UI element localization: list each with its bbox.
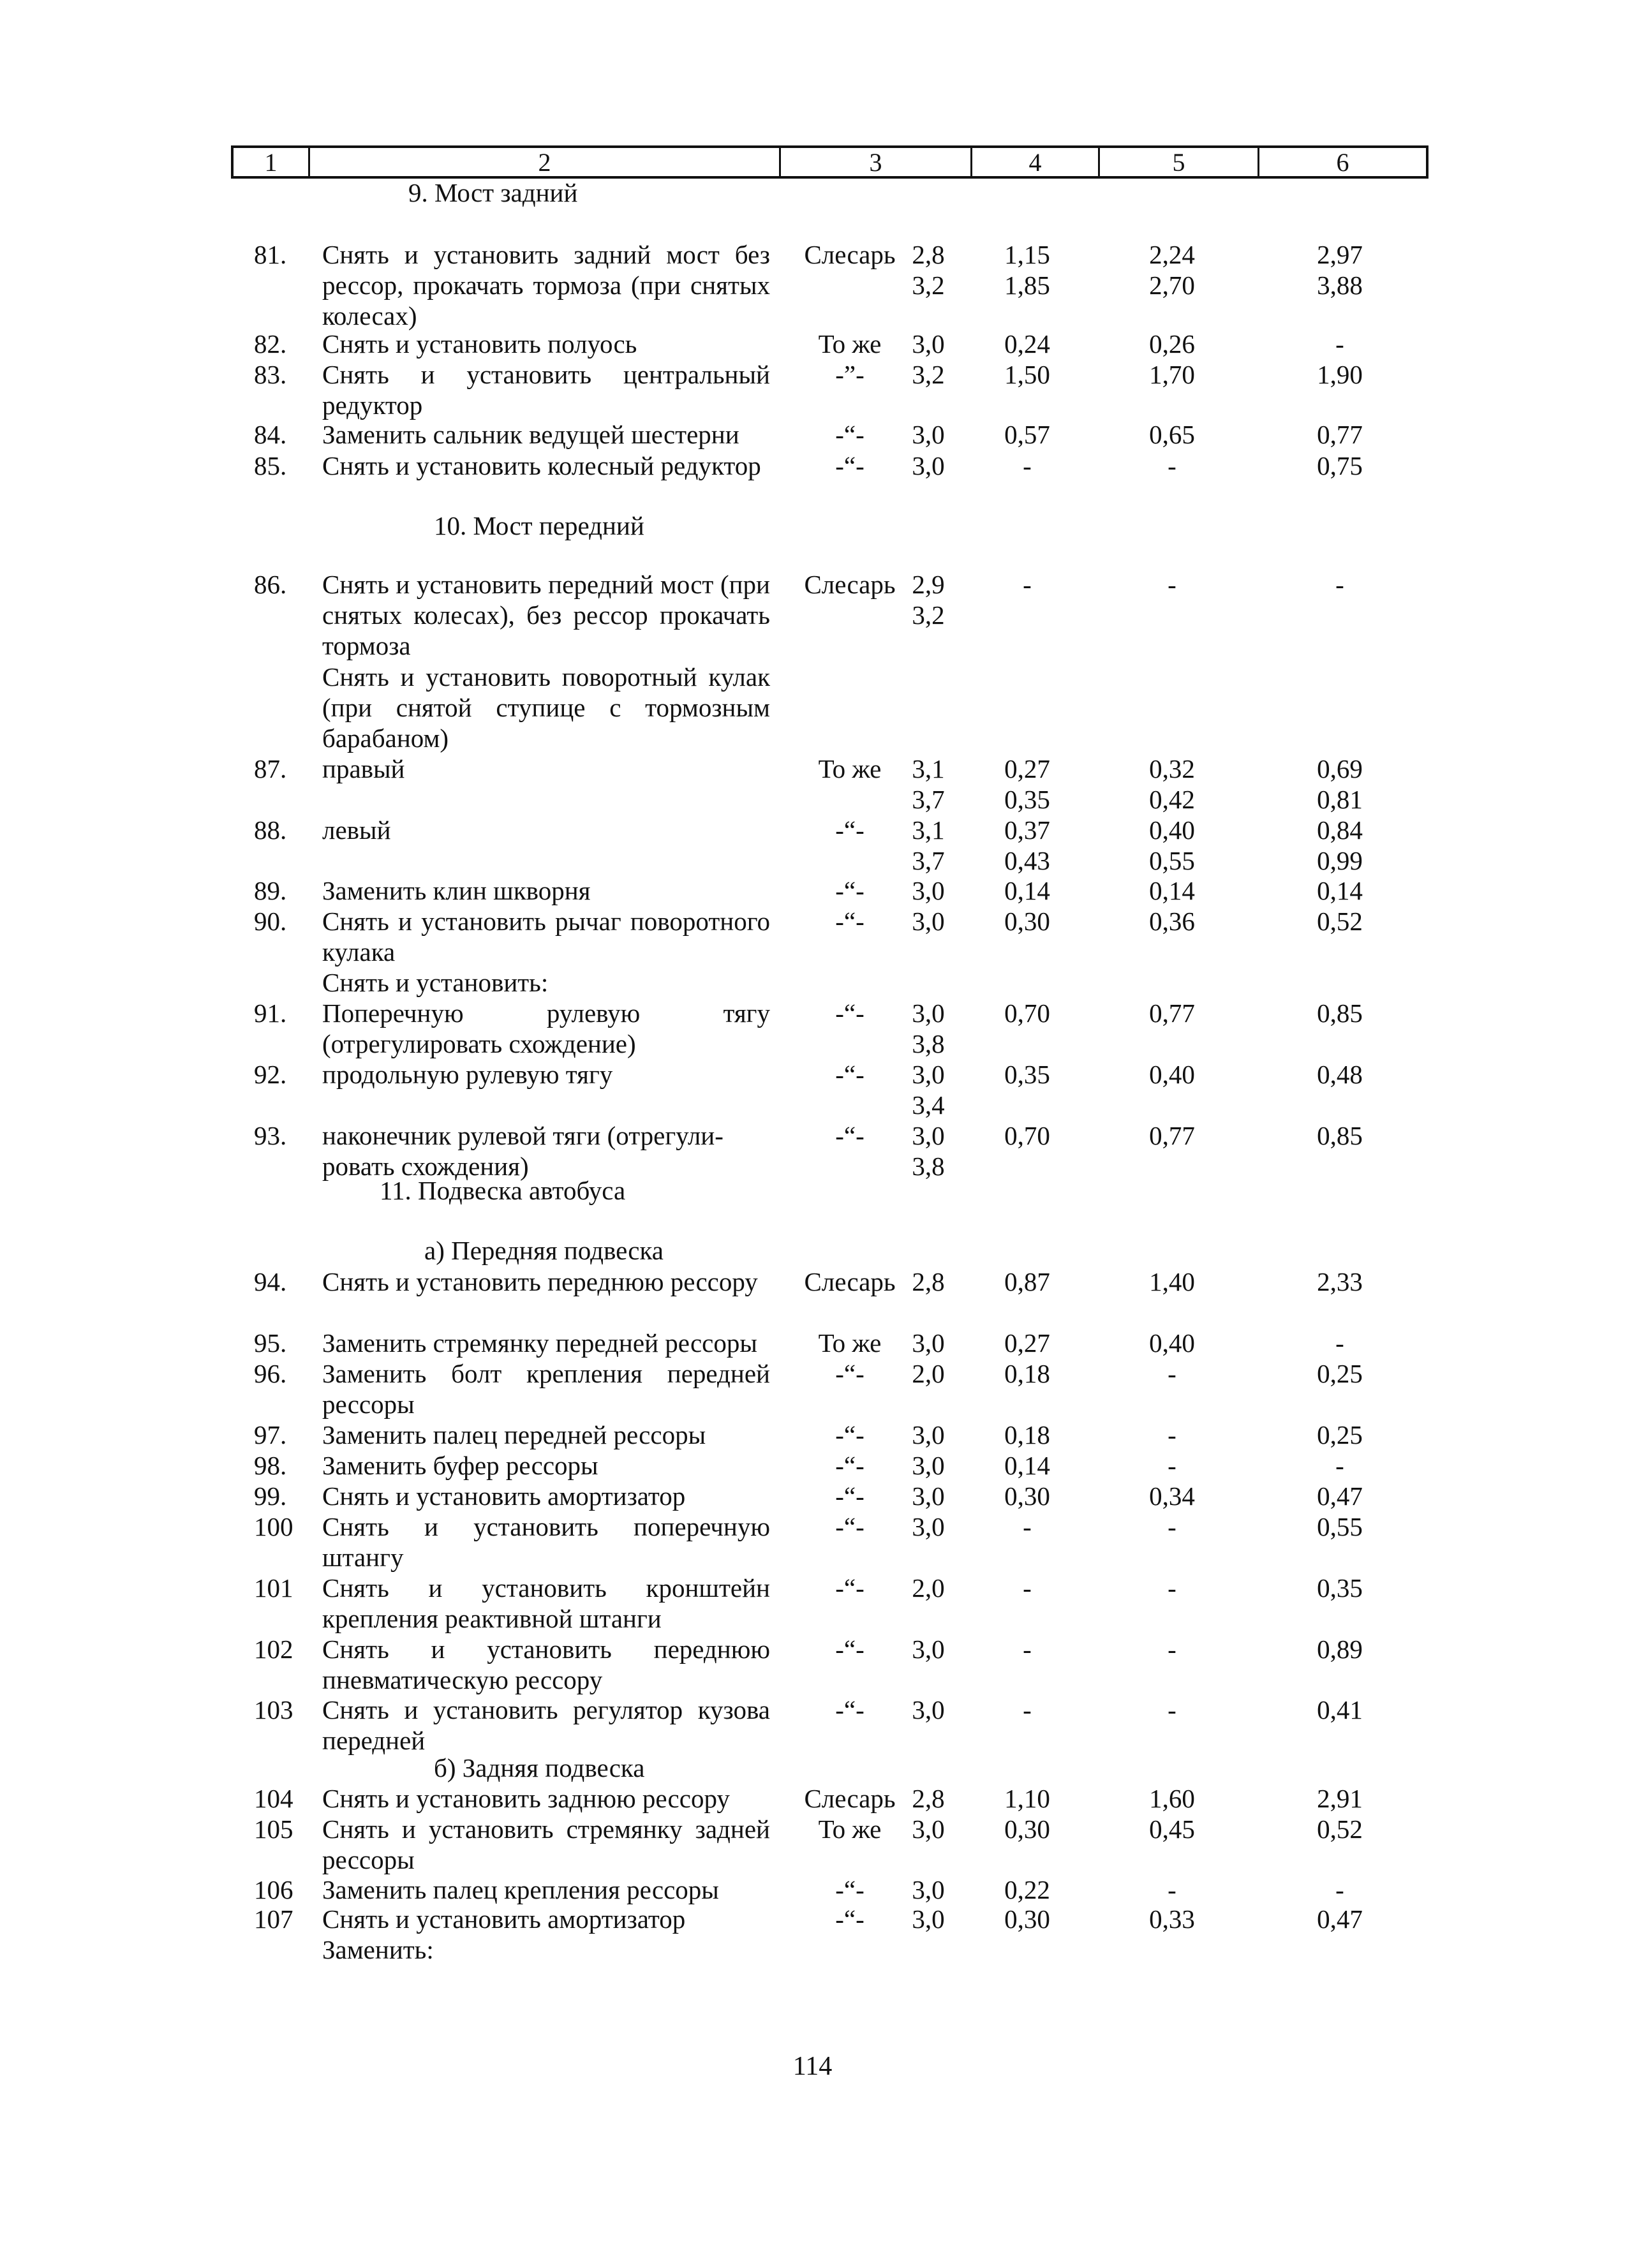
- row-value-6: 0,47: [1317, 1481, 1363, 1511]
- row-value-4: -: [1023, 570, 1032, 599]
- row-value-4: 1,10: [1004, 1784, 1050, 1813]
- row-number: 101: [254, 1573, 293, 1603]
- row-description: Снять и установить амортизатор: [322, 1481, 686, 1511]
- row-description: Снять и установить поперечную штангу: [322, 1512, 770, 1572]
- row-value-5: 0,77: [1149, 998, 1195, 1028]
- row-number: 81.: [254, 240, 287, 269]
- row-value-5: 0,40: [1149, 1060, 1195, 1089]
- subsection-title: а) Передняя подвеска: [424, 1236, 664, 1265]
- row-value-4: 0,57: [1004, 420, 1050, 449]
- row-description: Заменить стремянку передней рессоры: [322, 1328, 757, 1358]
- row-number: 98.: [254, 1451, 287, 1480]
- row-description: Заменить клин шкворня: [322, 876, 591, 905]
- row-value-6: 0,52: [1317, 1814, 1363, 1844]
- row-value-5: 0,32 0,42: [1149, 754, 1195, 814]
- row-value-4: 0,30: [1004, 1904, 1050, 1934]
- row-number: 85.: [254, 451, 287, 480]
- row-value-4: -: [1023, 451, 1032, 480]
- row-grade: 3,0: [912, 1875, 945, 1904]
- row-performer: -“-: [835, 1060, 864, 1089]
- row-performer: -“-: [835, 815, 864, 845]
- row-value-5: -: [1168, 1359, 1176, 1388]
- row-number: 106: [254, 1875, 293, 1904]
- row-value-5: 1,40: [1149, 1267, 1195, 1296]
- row-value-6: 0,84 0,99: [1317, 815, 1363, 875]
- row-grade: 2,0: [912, 1359, 945, 1388]
- row-performer: Слесарь: [804, 1784, 896, 1813]
- row-value-4: 0,87: [1004, 1267, 1050, 1296]
- row-value-5: 0,40 0,55: [1149, 815, 1195, 875]
- row-value-5: 0,45: [1149, 1814, 1195, 1844]
- column-header-row: [231, 145, 1428, 179]
- row-number: 84.: [254, 420, 287, 449]
- row-number: 102: [254, 1634, 293, 1664]
- column-header-5: 5: [1100, 148, 1259, 176]
- row-value-6: 0,35: [1317, 1573, 1363, 1603]
- row-value-4: 0,22: [1004, 1875, 1050, 1904]
- row-grade: 3,0: [912, 1814, 945, 1844]
- row-description: Снять и установить регулятор кузова передней: [322, 1695, 770, 1755]
- row-number: 94.: [254, 1267, 287, 1296]
- row-performer: Слесарь: [804, 1267, 896, 1296]
- row-grade: 3,0: [912, 876, 945, 905]
- row-value-5: 0,26: [1149, 329, 1195, 359]
- row-value-4: -: [1023, 1695, 1032, 1724]
- row-value-5: -: [1168, 1512, 1176, 1541]
- row-value-4: 0,30: [1004, 1481, 1050, 1511]
- row-performer: -”-: [835, 360, 864, 389]
- row-grade: 2,8 3,2: [912, 240, 945, 300]
- row-value-4: 0,37 0,43: [1004, 815, 1050, 875]
- row-description: правый: [322, 754, 405, 783]
- row-value-6: 0,85: [1317, 1121, 1363, 1150]
- row-value-6: 2,91: [1317, 1784, 1363, 1813]
- row-value-5: 0,14: [1149, 876, 1195, 905]
- row-grade: 3,0 3,4: [912, 1060, 945, 1120]
- row-value-4: -: [1023, 1634, 1032, 1664]
- row-description: Снять и установить поворотный кулак (при снятой ступице с тормозным барабаном): [322, 662, 770, 753]
- row-grade: 3,0: [912, 1634, 945, 1664]
- row-number: 103: [254, 1695, 293, 1724]
- row-value-6: 0,85: [1317, 998, 1363, 1028]
- row-performer: -“-: [835, 1359, 864, 1388]
- row-performer: -“-: [835, 1512, 864, 1541]
- row-value-5: 2,24 2,70: [1149, 240, 1195, 300]
- row-description: Заменить палец передней рессоры: [322, 1420, 706, 1449]
- row-number: 93.: [254, 1121, 287, 1150]
- row-value-6: -: [1335, 1875, 1344, 1904]
- row-description: Снять и установить рычаг поворотного кулака: [322, 907, 770, 967]
- row-value-6: 2,97 3,88: [1317, 240, 1363, 300]
- row-value-4: 0,30: [1004, 907, 1050, 936]
- row-grade: 3,0: [912, 1904, 945, 1934]
- row-value-6: 2,33: [1317, 1267, 1363, 1296]
- row-description: Снять и установить переднюю пневматическую рессору: [322, 1634, 770, 1694]
- row-performer: То же: [818, 1328, 882, 1358]
- row-performer: Слесарь: [804, 570, 896, 599]
- row-number: 100: [254, 1512, 293, 1541]
- row-description: Снять и установить:: [322, 968, 549, 997]
- column-header-1: 1: [234, 148, 310, 176]
- row-value-4: 1,15 1,85: [1004, 240, 1050, 300]
- row-performer: -“-: [835, 1451, 864, 1480]
- row-description: Заменить сальник ведущей шестерни: [322, 420, 739, 449]
- row-performer: Слесарь: [804, 240, 896, 269]
- row-description: Заменить:: [322, 1935, 434, 1964]
- row-description: Снять и установить полуось: [322, 329, 637, 359]
- row-performer: -“-: [835, 876, 864, 905]
- row-value-5: -: [1168, 1695, 1176, 1724]
- row-number: 88.: [254, 815, 287, 845]
- row-value-4: 0,27: [1004, 1328, 1050, 1358]
- row-number: 90.: [254, 907, 287, 936]
- row-grade: 2,8: [912, 1784, 945, 1813]
- row-description: Снять и установить кронштейн крепления реактивной штанги: [322, 1573, 770, 1633]
- row-value-6: 0,89: [1317, 1634, 1363, 1664]
- row-value-5: -: [1168, 1420, 1176, 1449]
- row-description: Заменить болт крепления передней рессоры: [322, 1359, 770, 1419]
- row-number: 95.: [254, 1328, 287, 1358]
- row-grade: 3,0: [912, 1695, 945, 1724]
- row-value-4: 0,18: [1004, 1359, 1050, 1388]
- row-grade: 3,1 3,7: [912, 815, 945, 875]
- row-value-6: 0,69 0,81: [1317, 754, 1363, 814]
- row-grade: 2,8: [912, 1267, 945, 1296]
- row-value-4: 0,24: [1004, 329, 1050, 359]
- row-grade: 3,0: [912, 1420, 945, 1449]
- row-number: 91.: [254, 998, 287, 1028]
- row-value-5: 0,34: [1149, 1481, 1195, 1511]
- row-performer: -“-: [835, 1695, 864, 1724]
- row-value-5: -: [1168, 1634, 1176, 1664]
- row-description: Поперечную рулевую тягу (отрегулировать схождение): [322, 998, 770, 1058]
- row-number: 96.: [254, 1359, 287, 1388]
- row-grade: 3,0: [912, 1481, 945, 1511]
- row-value-5: -: [1168, 1573, 1176, 1603]
- row-performer: -“-: [835, 420, 864, 449]
- row-value-6: 0,47: [1317, 1904, 1363, 1934]
- row-grade: 3,0: [912, 1328, 945, 1358]
- row-grade: 3,2: [912, 360, 945, 389]
- section-title: 9. Мост задний: [408, 178, 578, 207]
- row-grade: 3,0: [912, 1451, 945, 1480]
- row-value-4: 0,18: [1004, 1420, 1050, 1449]
- row-description: наконечник рулевой тяги (отрегули- ровать схождения): [322, 1121, 723, 1181]
- row-value-5: -: [1168, 570, 1176, 599]
- row-performer: -“-: [835, 1481, 864, 1511]
- row-description: Снять и установить амортизатор: [322, 1904, 686, 1934]
- row-number: 86.: [254, 570, 287, 599]
- row-performer: -“-: [835, 1634, 864, 1664]
- section-title: 10. Мост передний: [434, 511, 644, 540]
- row-description: Снять и установить переднюю рессору: [322, 1267, 758, 1296]
- row-grade: 3,0: [912, 451, 945, 480]
- row-value-4: 0,70: [1004, 998, 1050, 1028]
- row-value-4: -: [1023, 1573, 1032, 1603]
- row-grade: 2,9 3,2: [912, 570, 945, 630]
- row-performer: -“-: [835, 1904, 864, 1934]
- row-value-5: -: [1168, 451, 1176, 480]
- row-performer: -“-: [835, 907, 864, 936]
- row-grade: 3,0: [912, 907, 945, 936]
- row-value-4: 0,14: [1004, 1451, 1050, 1480]
- row-number: 107: [254, 1904, 293, 1934]
- row-number: 83.: [254, 360, 287, 389]
- row-value-5: 0,65: [1149, 420, 1195, 449]
- row-description: Снять и установить центральный редуктор: [322, 360, 770, 420]
- row-performer: То же: [818, 1814, 882, 1844]
- row-performer: То же: [818, 754, 882, 783]
- row-performer: -“-: [835, 1573, 864, 1603]
- row-description: Снять и установить передний мост (при снятых колесах), без рессор прокачать тормоза: [322, 570, 770, 660]
- row-value-5: -: [1168, 1875, 1176, 1904]
- column-header-4: 4: [972, 148, 1100, 176]
- column-header-3: 3: [781, 148, 972, 176]
- row-description: Заменить палец крепления рессоры: [322, 1875, 719, 1904]
- row-value-5: 0,33: [1149, 1904, 1195, 1934]
- row-description: Снять и установить заднюю рессору: [322, 1784, 730, 1813]
- row-value-5: 1,60: [1149, 1784, 1195, 1813]
- row-value-6: -: [1335, 329, 1344, 359]
- row-description: Снять и установить задний мост без рессор, прокачать тормоза (при снятых колесах): [322, 240, 770, 330]
- row-number: 105: [254, 1814, 293, 1844]
- row-performer: -“-: [835, 451, 864, 480]
- row-performer: -“-: [835, 1875, 864, 1904]
- row-value-6: 0,52: [1317, 907, 1363, 936]
- row-value-6: 1,90: [1317, 360, 1363, 389]
- row-number: 89.: [254, 876, 287, 905]
- row-value-6: 0,75: [1317, 451, 1363, 480]
- row-value-4: 0,30: [1004, 1814, 1050, 1844]
- row-description: продольную рулевую тягу: [322, 1060, 613, 1089]
- section-title: 11. Подвеска автобуса: [380, 1176, 626, 1205]
- row-value-6: 0,25: [1317, 1359, 1363, 1388]
- row-description: левый: [322, 815, 391, 845]
- row-grade: 3,1 3,7: [912, 754, 945, 814]
- row-value-6: 0,48: [1317, 1060, 1363, 1089]
- row-value-5: 0,36: [1149, 907, 1195, 936]
- column-header-2: 2: [310, 148, 781, 176]
- row-grade: 2,0: [912, 1573, 945, 1603]
- row-number: 97.: [254, 1420, 287, 1449]
- row-grade: 3,0: [912, 420, 945, 449]
- row-grade: 3,0: [912, 1512, 945, 1541]
- row-value-6: 0,77: [1317, 420, 1363, 449]
- row-value-4: 0,14: [1004, 876, 1050, 905]
- row-value-4: -: [1023, 1512, 1032, 1541]
- row-value-6: -: [1335, 1451, 1344, 1480]
- row-value-5: -: [1168, 1451, 1176, 1480]
- row-value-6: 0,41: [1317, 1695, 1363, 1724]
- row-description: Заменить буфер рессоры: [322, 1451, 598, 1480]
- page-number: 114: [792, 2052, 833, 2081]
- row-value-4: 0,70: [1004, 1121, 1050, 1150]
- row-value-6: -: [1335, 570, 1344, 599]
- column-header-6: 6: [1336, 148, 1349, 177]
- row-value-4: 0,27 0,35: [1004, 754, 1050, 814]
- row-value-4: 0,35: [1004, 1060, 1050, 1089]
- row-number: 92.: [254, 1060, 287, 1089]
- row-value-4: 1,50: [1004, 360, 1050, 389]
- row-grade: 3,0 3,8: [912, 1121, 945, 1181]
- row-value-6: 0,25: [1317, 1420, 1363, 1449]
- row-number: 104: [254, 1784, 293, 1813]
- row-performer: -“-: [835, 1420, 864, 1449]
- row-value-6: 0,55: [1317, 1512, 1363, 1541]
- row-value-6: -: [1335, 1328, 1344, 1358]
- row-value-5: 1,70: [1149, 360, 1195, 389]
- row-performer: То же: [818, 329, 882, 359]
- row-number: 82.: [254, 329, 287, 359]
- subsection-title: б) Задняя подвеска: [434, 1753, 645, 1783]
- row-grade: 3,0 3,8: [912, 998, 945, 1058]
- row-performer: -“-: [835, 1121, 864, 1150]
- row-value-6: 0,14: [1317, 876, 1363, 905]
- row-description: Снять и установить стремянку задней рессоры: [322, 1814, 770, 1874]
- row-description: Снять и установить колесный редуктор: [322, 451, 761, 480]
- row-number: 99.: [254, 1481, 287, 1511]
- row-value-5: 0,40: [1149, 1328, 1195, 1358]
- row-number: 87.: [254, 754, 287, 783]
- row-grade: 3,0: [912, 329, 945, 359]
- row-value-5: 0,77: [1149, 1121, 1195, 1150]
- row-performer: -“-: [835, 998, 864, 1028]
